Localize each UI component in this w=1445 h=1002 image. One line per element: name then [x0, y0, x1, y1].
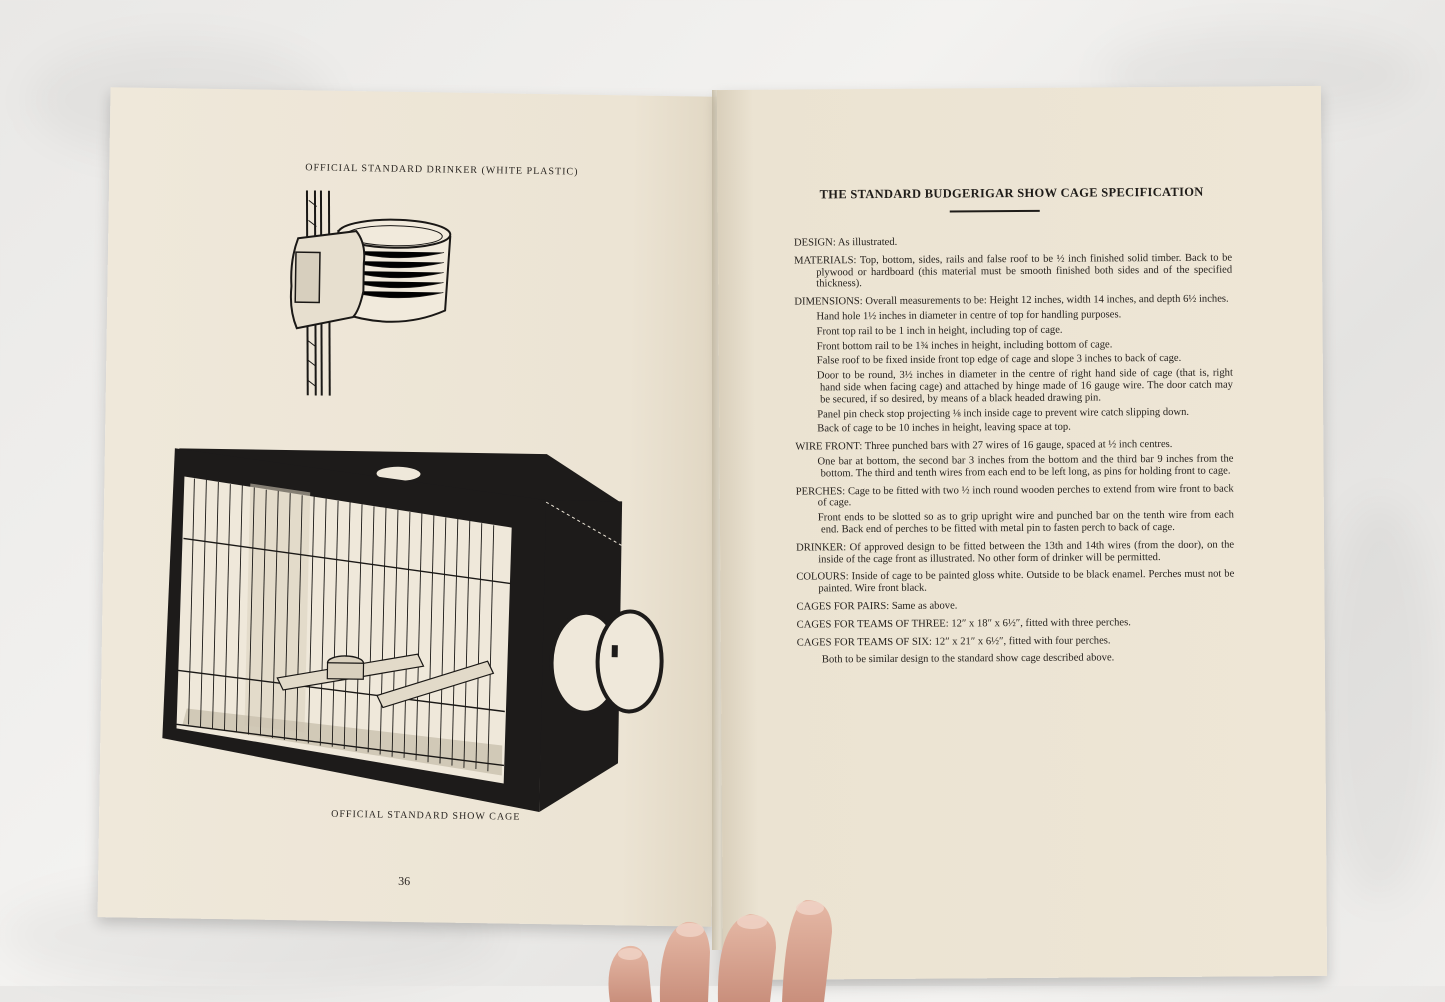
list-item: Panel pin check stop projecting ⅛ inch inside cage to prevent wire catch slipping down. — [817, 406, 1190, 420]
section-pairs — [796, 598, 1234, 613]
spec-title: THE STANDARD BUDGERIGAR SHOW CAGE SPECIFICATION — [819, 184, 1204, 202]
list-item: Hand hole 1½ inches in diameter in centre of top for handling purposes. — [816, 309, 1122, 323]
page-number: 36 — [398, 873, 411, 889]
list-item: Door to be round, 3½ inches in diameter in the centre of right hand side of cage (that is, right hand side when facing cage) and attached by hinge made of 16 gauge wire. The door catch may be secured, if so desired, by means of a black headed drawing pin. — [816, 367, 1234, 406]
section-head: DRINKER: — [796, 541, 847, 554]
section-text: Three punched bars with 27 wires of 16 gauge, spaced at ½ inch centres. — [864, 439, 1173, 453]
show-cage-illustration — [145, 438, 671, 826]
section-head: DIMENSIONS: — [794, 296, 863, 308]
right-page — [717, 86, 1327, 980]
section-head: CAGES FOR TEAMS OF SIX: — [796, 636, 932, 649]
section-perches — [796, 483, 1234, 536]
section-text: Inside of cage to be painted gloss white. Outside to be black enamel. Perches must not be painted. Wire front black. — [818, 568, 1235, 595]
section-colours — [796, 569, 1234, 596]
section-head: DESIGN: — [793, 237, 836, 249]
left-page — [98, 87, 725, 927]
section-text: Of approved design to be fitted between the 13th and 14th wires (from the door), on the inside of the cage front as illustrated. No other form of drinker will be permitted. — [818, 539, 1235, 565]
cage-caption: OFFICIAL STANDARD SHOW CAGE — [331, 808, 521, 823]
section-head: MATERIALS: — [794, 254, 857, 267]
section-head: WIRE FRONT: — [795, 441, 863, 453]
section-teams-three — [797, 616, 1235, 631]
section-head: CAGES FOR PAIRS: — [796, 600, 890, 613]
list-item: Front ends to be slotted so as to grip upright wire and punched bar on the tenth wire from each end. Back end of perches to be fitted with metal pin to fasten perch to back of cage. — [817, 509, 1234, 536]
list-item: Front bottom rail to be 1¾ inches in height, including bottom of cage. — [816, 338, 1113, 353]
drinker-illustration — [266, 190, 469, 398]
spec-body — [794, 235, 1235, 673]
section-drinker — [796, 539, 1234, 566]
section-text: Same as above. — [891, 600, 958, 612]
section-head: CAGES FOR TEAMS OF THREE: — [796, 618, 949, 631]
drinker-caption: OFFICIAL STANDARD DRINKER (WHITE PLASTIC) — [305, 162, 579, 178]
section-head: PERCHES: — [795, 485, 846, 498]
title-underline — [950, 210, 1040, 213]
list-item: Front top rail to be 1 inch in height, including top of cage. — [816, 324, 1063, 338]
section-text: 12″ x 21″ x 6½″, fitted with four perches. — [934, 634, 1111, 648]
list-item: False roof to be fixed inside front top edge of cage and slope 3 inches to back of cage. — [816, 353, 1182, 367]
section-dimensions — [794, 294, 1233, 436]
section-text: Top, bottom, sides, rails and false roof to be ½ inch finished solid timber. Back to be plywood or hardboard (this material must be smooth finished both sides and of the specified thickness). — [816, 252, 1233, 290]
section-wire-front — [795, 439, 1233, 480]
section-design — [794, 235, 1232, 250]
section-materials — [794, 252, 1232, 290]
section-teams-six — [797, 634, 1235, 649]
closing-note: Both to be similar design to the standard show cage described above. — [821, 652, 1115, 666]
list-item: One bar at bottom, the second bar 3 inches from the bottom and the third bar 9 inches from the bottom. The third and tenth wires from each end to be left long, as pins for holding front to cage. — [817, 453, 1234, 480]
section-text: Overall measurements to be: Height 12 inches, width 14 inches, and depth 6½ inches. — [865, 293, 1229, 308]
section-text: 12″ x 18″ x 6½″, fitted with three perches. — [951, 616, 1131, 630]
section-text: Cage to be fitted with two ½ inch round wooden perches to extend from wire front to back of cage. — [817, 483, 1234, 509]
list-item: Back of cage to be 10 inches in height, leaving space at top. — [817, 422, 1071, 435]
section-head: COLOURS: — [796, 571, 849, 583]
section-text: As illustrated. — [837, 236, 898, 249]
